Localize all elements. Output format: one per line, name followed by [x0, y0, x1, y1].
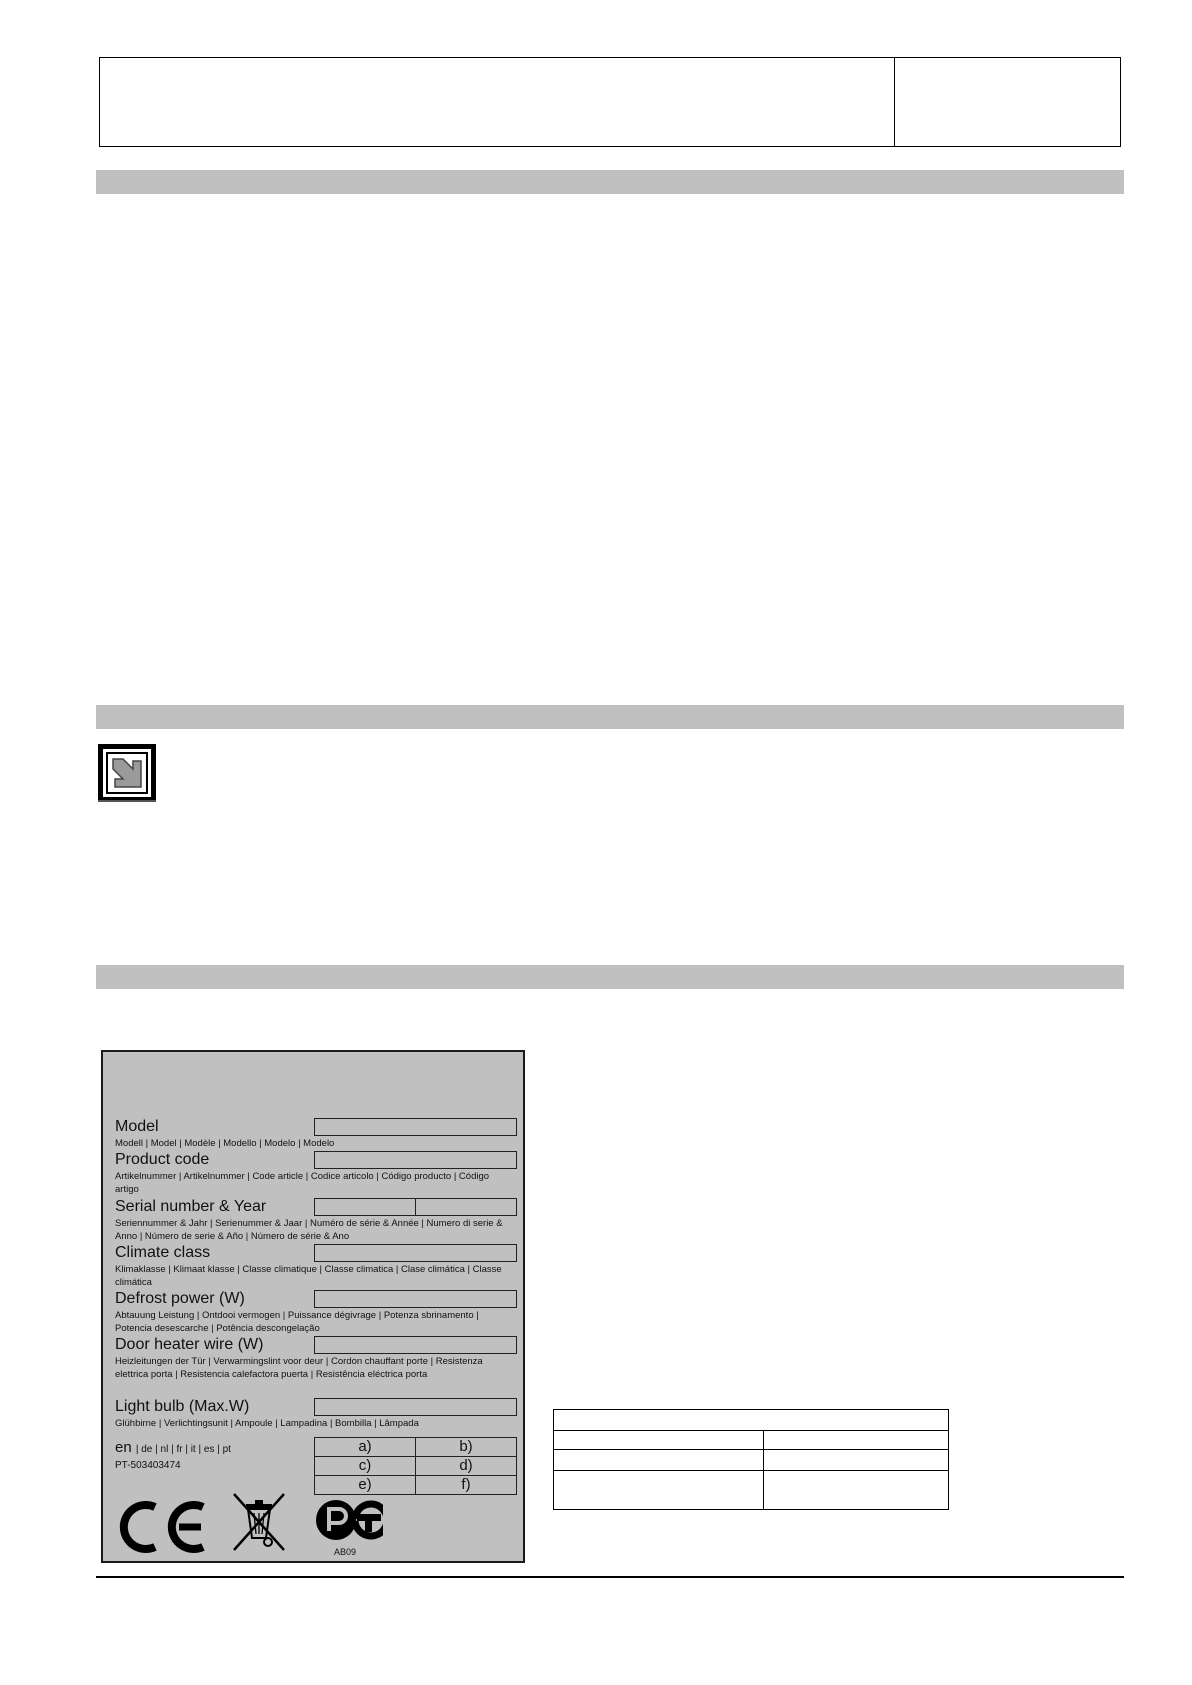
header-divider	[894, 58, 895, 146]
plate-field-model	[314, 1118, 517, 1136]
section-bar-2	[96, 705, 1124, 729]
section-bar-1	[96, 170, 1124, 194]
section-bar-3	[96, 965, 1124, 989]
grid-cell: e)	[315, 1476, 416, 1495]
gost-code: AB09	[334, 1547, 357, 1557]
plate-translations-model: Modell | Model | Modèle | Modello | Modelo | Modelo	[115, 1138, 335, 1149]
plate-label-serial: Serial number & Year	[115, 1198, 267, 1215]
plate-label-light-bulb: Light bulb (Max.W)	[115, 1398, 250, 1415]
document-header-box	[99, 57, 1121, 147]
plate-label-model: Model	[115, 1118, 159, 1135]
table-cell	[764, 1450, 949, 1471]
plate-translations-defrost-power: Abtauung Leistung | Ontdooi vermogen | Puissance dégivrage | Potenza sbrinamento | Potencia desescarche | Potência descongelação	[115, 1310, 479, 1334]
note-arrow-icon	[98, 744, 156, 802]
language-primary: en	[115, 1439, 132, 1456]
plate-field-serial	[314, 1198, 517, 1216]
table-cell	[764, 1431, 949, 1450]
rating-plate	[101, 1050, 525, 1563]
blank-table	[553, 1409, 949, 1510]
table-cell	[554, 1471, 764, 1510]
weee-bin-icon	[230, 1492, 288, 1554]
plate-field-product-code	[314, 1151, 517, 1169]
footer-rule	[96, 1576, 1124, 1578]
grid-cell: b)	[416, 1438, 517, 1457]
plate-translations-light-bulb: Glühbirne | Verlichtingsunit | Ampoule | Lampadina | Bombilla | Lâmpada	[115, 1418, 419, 1429]
grid-cell: a)	[315, 1438, 416, 1457]
plate-letter-grid	[314, 1437, 517, 1495]
plate-translations-climate-class: Klimaklasse | Klimaat klasse | Classe climatique | Classe climatica | Clase climática | Classe climática	[115, 1264, 502, 1288]
plate-field-climate-class	[314, 1244, 517, 1262]
language-others: | de | nl | fr | it | es | pt	[135, 1444, 231, 1455]
table-row	[554, 1410, 949, 1431]
grid-cell: d)	[416, 1457, 517, 1476]
plate-translations-door-heater: Heizleitungen der Tür | Verwarmingslint voor deur | Cordon chauffant porte | Resistenza elettrica porta | Resistencia calefactora puerta | Resistência eléctrica porta	[115, 1356, 483, 1380]
plate-translations-serial: Seriennummer & Jahr | Serienummer & Jaar | Numéro de série & Année | Numero di serie & Anno | Número de serie & Año | Número de série & Ano	[115, 1218, 503, 1242]
plate-label-product-code: Product code	[115, 1151, 210, 1168]
plate-label-defrost-power: Defrost power (W)	[115, 1290, 245, 1307]
plate-field-light-bulb	[314, 1398, 517, 1416]
plate-translations-product-code: Artikelnummer | Artikelnummer | Code article | Codice articolo | Código producto | Código artigo	[115, 1171, 490, 1195]
grid-cell: f)	[416, 1476, 517, 1495]
gost-r-icon	[315, 1499, 383, 1543]
plate-label-climate-class: Climate class	[115, 1244, 211, 1261]
table-cell	[764, 1471, 949, 1510]
grid-cell: c)	[315, 1457, 416, 1476]
plate-field-door-heater	[314, 1336, 517, 1354]
table-cell	[554, 1431, 764, 1450]
table-cell	[554, 1450, 764, 1471]
part-code: PT-503403474	[115, 1460, 181, 1471]
ce-mark-icon	[115, 1499, 211, 1555]
plate-label-door-heater: Door heater wire (W)	[115, 1336, 264, 1353]
plate-field-defrost-power	[314, 1290, 517, 1308]
language-codes	[115, 1439, 231, 1456]
